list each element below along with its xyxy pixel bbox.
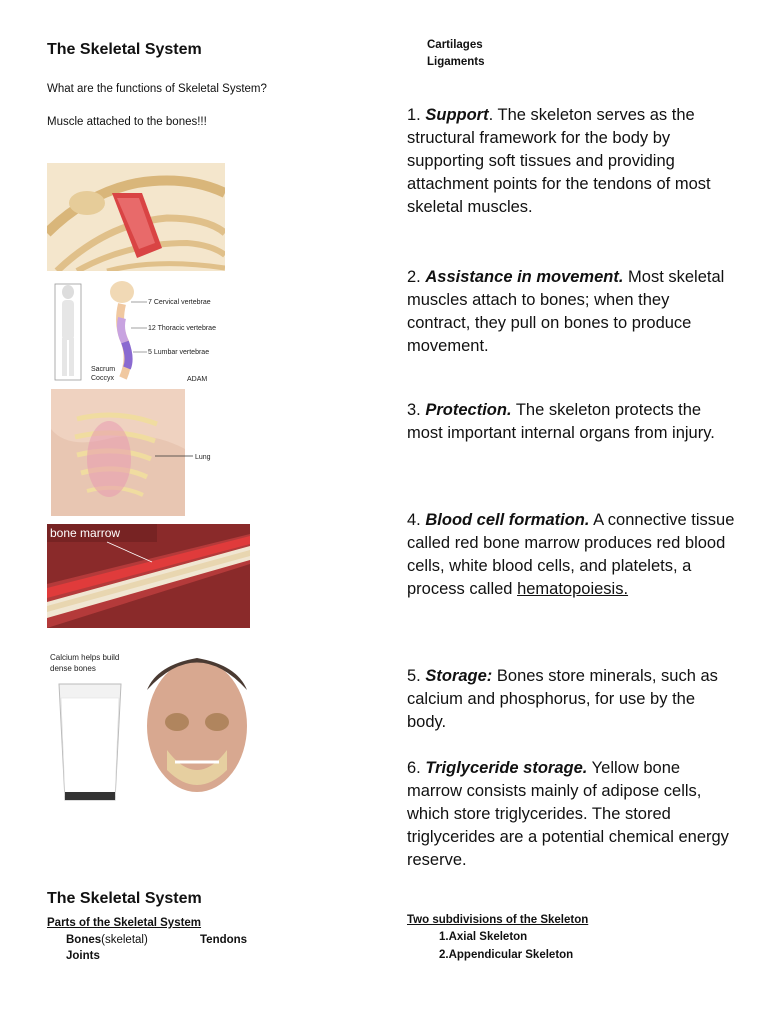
lumbar-label: 5 Lumbar vertebrae — [148, 349, 210, 356]
spine-diagram-image — [47, 280, 223, 386]
bone-marrow-image — [47, 524, 250, 628]
footer-title: The Skeletal System — [47, 890, 202, 907]
lung-label: Lung — [195, 454, 211, 461]
subdivisions-heading: Two subdivisions of the Skeleton — [407, 914, 589, 926]
adam-logo: ADAM — [187, 376, 208, 383]
ribcage-lung-image — [47, 389, 222, 516]
function-triglyceride: 6. Triglyceride storage. Yellow bone marrow consists mainly of adipose cells, which store triglycerides. The stored triglycerides are a potential chemical energy reserve. — [407, 759, 729, 869]
function-storage: 5. Storage: Bones store minerals, such as calcium and phosphorus, for use by the body. — [407, 667, 718, 731]
ligaments-label: Ligaments — [427, 56, 485, 68]
appendicular-skeleton-item: 2.Appendicular Skeleton — [439, 949, 574, 961]
page-title: The Skeletal System — [47, 41, 202, 58]
function-blood-cell: 4. Blood cell formation. A connective tissue called red bone marrow produces red blood cells, white blood cells, and platelets, a process called hematopoiesis. — [407, 511, 735, 598]
hematopoiesis-link[interactable]: hematopoiesis. — [517, 580, 629, 598]
functions-question: What are the functions of Skeletal System? — [47, 83, 267, 95]
function-support: 1. Support. The skeleton serves as the structural framework for the body by supporting soft tissues and providing attachment points for the tendons of most skeletal muscles. — [407, 106, 711, 216]
calcium-image — [47, 640, 252, 808]
joints-item: Joints — [66, 950, 100, 962]
bone-marrow-label: bone marrow — [50, 526, 121, 540]
tendons-item: Tendons — [200, 934, 248, 946]
parts-heading: Parts of the Skeletal System — [47, 917, 202, 929]
thoracic-label: 12 Thoracic vertebrae — [148, 325, 216, 332]
function-protection: 3. Protection. The skeleton protects the most important internal organs from injury. — [407, 401, 715, 442]
axial-skeleton-item: 1.Axial Skeleton — [439, 931, 528, 943]
bones-item: Bones(skeletal) — [66, 934, 148, 946]
sacrum-label: Sacrum — [91, 366, 116, 373]
shoulder-muscle-image — [47, 163, 225, 271]
calcium-label-line2: dense bones — [50, 664, 96, 673]
cartilages-label: Cartilages — [427, 39, 483, 51]
function-movement: 2. Assistance in movement. Most skeletal muscles attach to bones; when they contract, they pull on bones to produce movement. — [407, 268, 725, 355]
calcium-label-line1: Calcium helps build — [50, 653, 120, 662]
cervical-label: 7 Cervical vertebrae — [148, 299, 211, 306]
coccyx-label: Coccyx — [91, 375, 114, 382]
muscle-note: Muscle attached to the bones!!! — [47, 116, 207, 128]
